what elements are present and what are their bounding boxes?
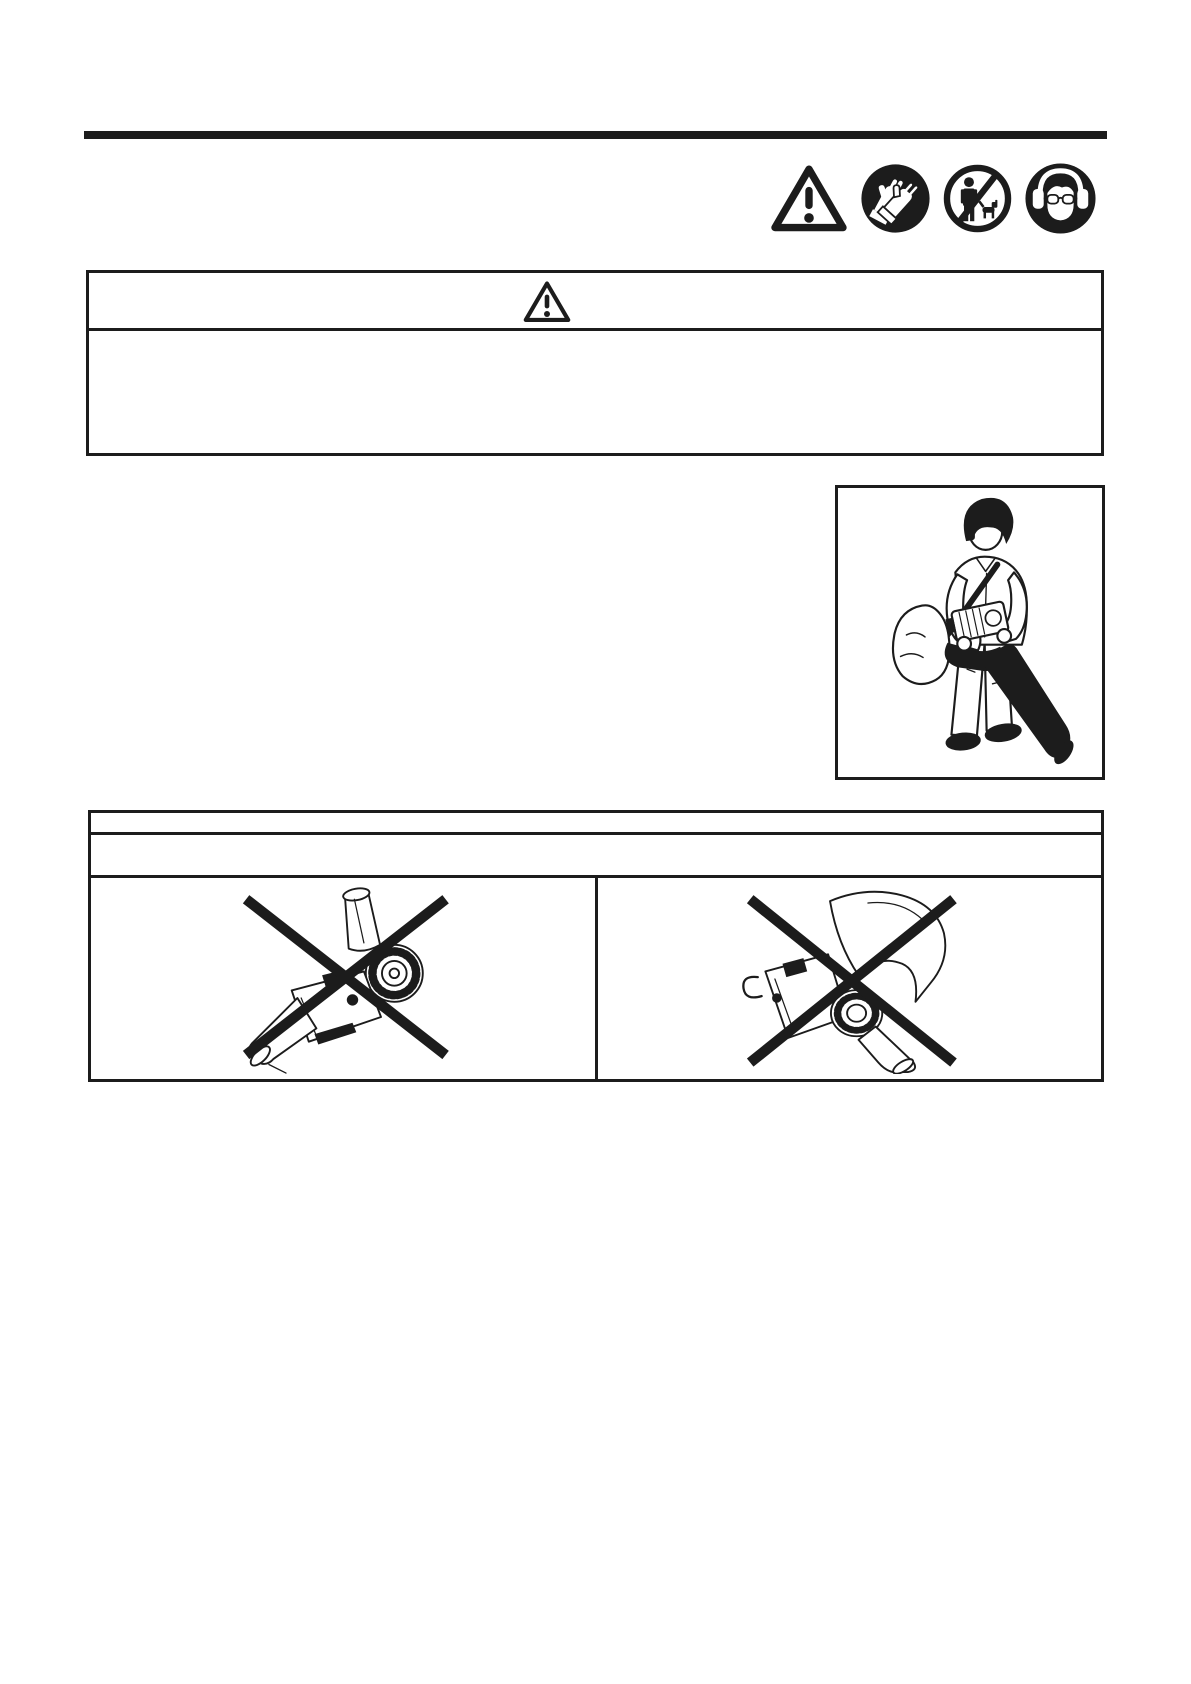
- warning-triangle-icon: [769, 164, 849, 232]
- no-bystanders-pets-icon: [942, 163, 1013, 234]
- operator-with-blower-illustration: [838, 488, 1102, 777]
- warning-triangle-icon: [523, 280, 571, 323]
- prohibited-blower-cell: [91, 878, 598, 1079]
- prohibition-table-note: [91, 835, 1101, 878]
- prohibition-table-header: [91, 813, 1101, 835]
- prohibited-vacuum-cell: [598, 878, 1102, 1079]
- prohibition-table-cells: [91, 878, 1101, 1079]
- ear-eye-protection-icon: [1024, 162, 1097, 235]
- section-divider-rule: [84, 131, 1107, 139]
- wear-gloves-icon: [860, 163, 931, 234]
- warning-box-header: [89, 273, 1101, 331]
- operator-figure-box: [835, 485, 1105, 780]
- prohibition-table: [88, 810, 1104, 1082]
- warning-box: [86, 270, 1104, 456]
- warning-box-body: [89, 331, 1101, 351]
- blower-unit-crossed-out-illustration: [207, 884, 479, 1074]
- vacuum-unit-crossed-out-illustration: [713, 884, 985, 1074]
- safety-icon-row: [769, 160, 1105, 236]
